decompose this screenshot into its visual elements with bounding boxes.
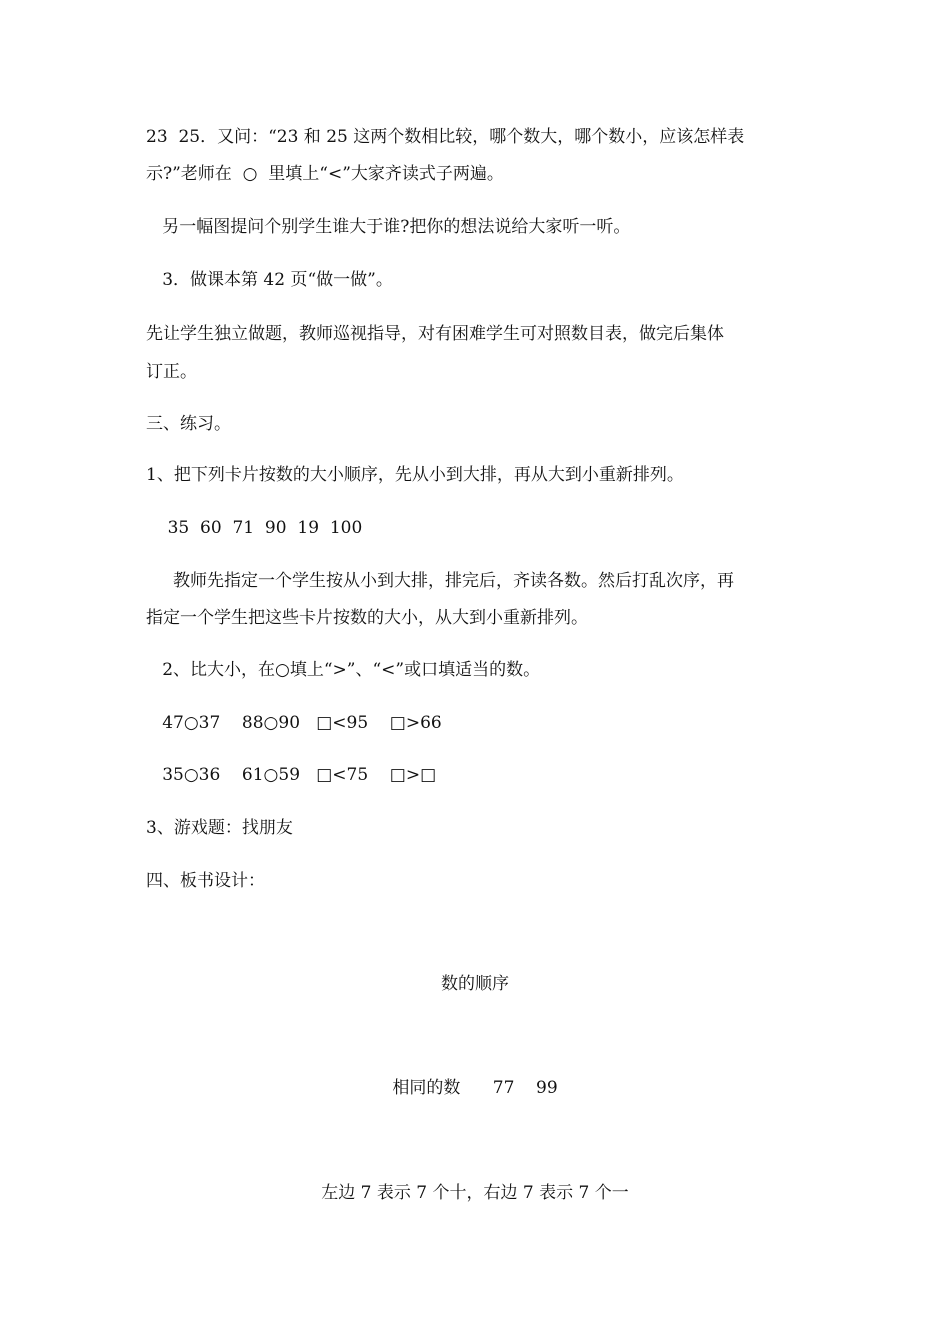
section-heading: 三、练习。 xyxy=(146,414,231,434)
paragraph-line: 3、游戏题：找朋友 xyxy=(146,818,293,838)
board-explanation: 左边 7 表示 7 个十，右边 7 表示 7 个一 xyxy=(321,1183,629,1203)
board-same-digits: 相同的数 77 99 xyxy=(392,1078,558,1098)
paragraph-line: 指定一个学生把这些卡片按数的大小，从大到小重新排列。 xyxy=(146,608,588,628)
paragraph-line: 示?”老师在 ○ 里填上“<”大家齐读式子两遍。 xyxy=(146,164,504,184)
paragraph-line: 1、把下列卡片按数的大小顺序，先从小到大排，再从大到小重新排列。 xyxy=(146,465,684,485)
paragraph-line: 3．做课本第 42 页“做一做”。 xyxy=(146,270,393,290)
number-cards: 35 60 71 90 19 100 xyxy=(146,518,363,538)
paragraph-line: 订正。 xyxy=(146,362,197,382)
paragraph-line: 23 25．又问：“23 和 25 这两个数相比较，哪个数大，哪个数小，应该怎样表 xyxy=(146,127,745,147)
paragraph-line: 教师先指定一个学生按从小到大排，排完后，齐读各数。然后打乱次序，再 xyxy=(146,571,735,591)
board-title: 数的顺序 xyxy=(441,974,509,994)
paragraph-line: 另一幅图提问个别学生谁大于谁?把你的想法说给大家听一听。 xyxy=(146,217,631,237)
section-heading: 四、板书设计： xyxy=(146,871,265,891)
comparison-row: 47○37 88○90 □<95 □>66 xyxy=(146,713,442,733)
paragraph-line: 先让学生独立做题，教师巡视指导，对有困难学生可对照数目表，做完后集体 xyxy=(146,324,724,344)
paragraph-line: 2、比大小，在○填上“>”、“<”或口填适当的数。 xyxy=(146,660,541,680)
comparison-row: 35○36 61○59 □<75 □>□ xyxy=(146,765,437,785)
